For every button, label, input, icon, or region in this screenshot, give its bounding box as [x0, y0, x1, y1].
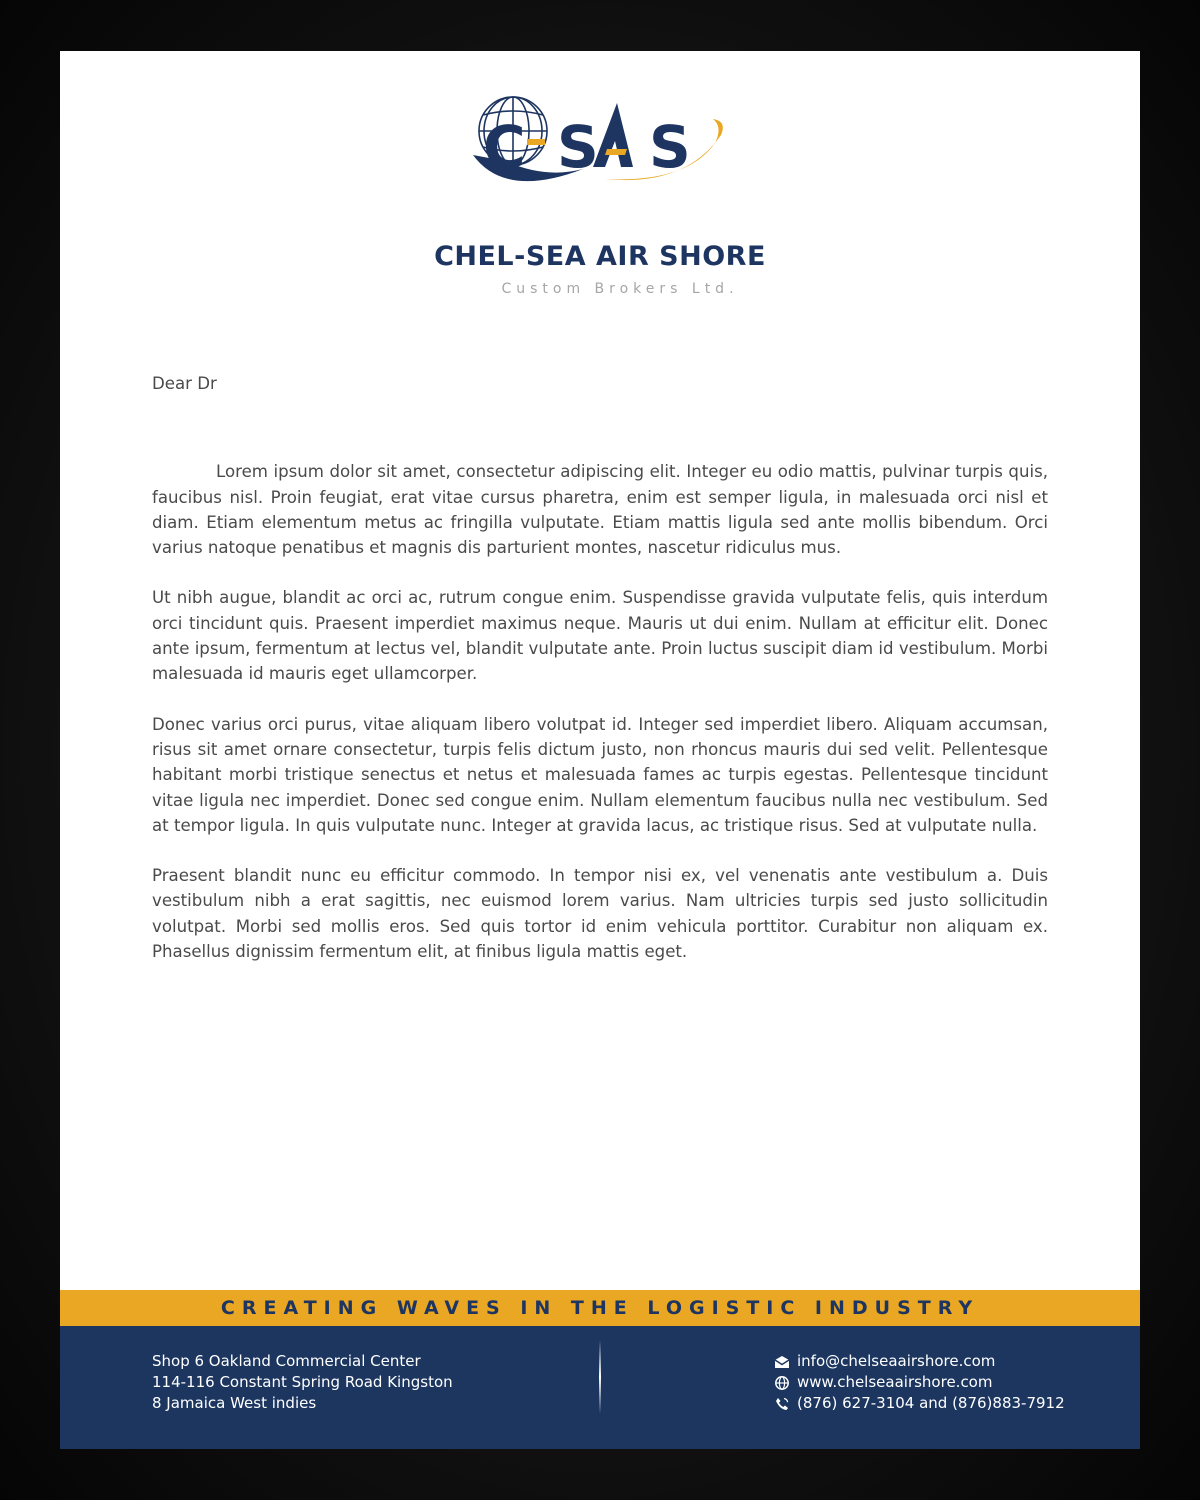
letter-paragraph: Lorem ipsum dolor sit amet, consectetur adipiscing elit. Integer eu odio mattis, pulvinar turpis quis, faucibus nisl. Proin feugiat, erat vitae cursus pharetra, enim est semper ligula, in malesuada orci nisl et diam. Etiam elementum metus ac fringilla vulputate. Etiam mattis ligula sed ante mollis bibendum. Orci varius natoque penatibus et magnis dis parturient montes, nascetur ridiculus mus. — [152, 462, 1048, 558]
website-link[interactable]: www.chelseaairshore.com — [797, 1373, 993, 1391]
contact-block — [774, 1351, 1065, 1414]
company-logo — [60, 91, 1140, 321]
globe-icon — [774, 1375, 790, 1391]
letterhead-page — [60, 51, 1140, 1449]
airplane-icon — [593, 103, 633, 167]
phone-row[interactable] — [774, 1393, 1065, 1414]
company-name: CHEL-SEA AIR SHORE — [434, 241, 766, 272]
phone-icon — [774, 1396, 790, 1412]
company-subtitle: Custom Brokers Ltd. — [501, 281, 739, 297]
phone-number[interactable]: (876) 627-3104 and (876)883-7912 — [797, 1394, 1065, 1412]
tagline: CREATING WAVES IN THE LOGISTIC INDUSTRY — [220, 1297, 980, 1319]
logo-letter-s1: S — [557, 113, 599, 181]
address-block — [152, 1351, 453, 1414]
footer-divider — [599, 1340, 601, 1414]
letter-body — [152, 371, 1048, 989]
salutation: Dear Dr — [152, 374, 217, 393]
tagline-bar — [60, 1290, 1140, 1326]
logo-letter-c: C — [483, 113, 524, 181]
envelope-icon — [774, 1355, 790, 1369]
logo-letter-s2: S — [649, 113, 691, 181]
csas-logo-emblem — [465, 91, 735, 201]
website-row[interactable] — [774, 1372, 1065, 1393]
letter-paragraph: Praesent blandit nunc eu efficitur commodo. In tempor nisi ex, vel venenatis ante vestibulum a. Duis vestibulum nibh a erat sagittis, nec euismod lorem varius. Nam ultricies turpis sed justo sollicitudin volutpat. Morbi sed mollis eros. Sed quis tortor id enim vehicula porttitor. Curabitur non aliquam ex. Phasellus dignissim fermentum elit, at finibus ligula mattis eget. — [152, 866, 1048, 962]
letter-paragraph: Donec varius orci purus, vitae aliquam libero volutpat id. Integer sed imperdiet libero. Aliquam accumsan, risus sit amet ornare consectetur, turpis felis dictum justo, non rhoncus mauris dui sed velit. Pellentesque habitant morbi tristique senectus et netus et malesuada fames ac turpis egestas. Pellentesque tincidunt vitae ligula nec imperdiet. Donec sed congue enim. Nullam elementum faucibus nulla nec vestibulum. Sed at tempor ligula. In quis vulputate nunc. Integer at gravida lacus, ac tristique risus. Sed at vulputate nulla. — [152, 714, 1048, 835]
footer — [60, 1326, 1140, 1449]
address-line: 114-116 Constant Spring Road Kingston — [152, 1373, 453, 1391]
letter-paragraph: Ut nibh augue, blandit ac orci ac, rutrum congue enim. Suspendisse gravida vulputate felis, quis interdum orci tincidunt quis. Praesent imperdiet maximus neque. Mauris ut dui enim. Nullam at efficitur elit. Donec ante ipsum, fermentum at lectus vel, blandit vulputate ante. Proin luctus suscipit diam id vestibulum. Morbi malesuada id mauris eget ullamcorper. — [152, 588, 1048, 684]
email-row[interactable] — [774, 1351, 1065, 1372]
email-link[interactable]: info@chelseaairshore.com — [797, 1352, 996, 1370]
address-line: 8 Jamaica West indies — [152, 1394, 317, 1412]
address-line: Shop 6 Oakland Commercial Center — [152, 1352, 421, 1370]
